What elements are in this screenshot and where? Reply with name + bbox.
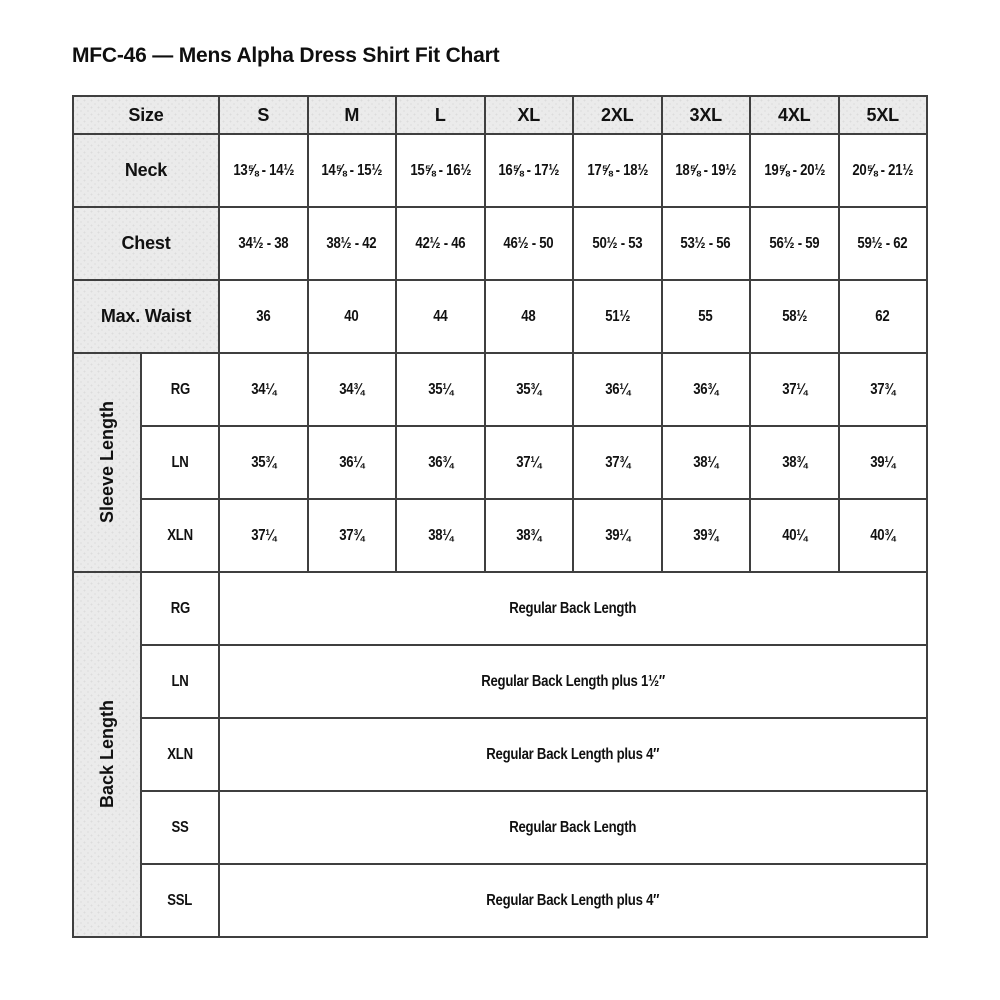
back-xln-row — [73, 718, 927, 791]
sleeve-rg-cell: 37¾ — [839, 353, 928, 426]
chest-value: 34½ - 38 — [238, 234, 289, 252]
neck-value-cell — [573, 134, 662, 207]
sleeve-rg-cell: 37¼ — [750, 353, 839, 426]
waist-value-cell — [308, 280, 397, 353]
waist-value: 58½ — [781, 307, 807, 325]
neck-value-cell — [308, 134, 397, 207]
back-ss-row — [73, 791, 927, 864]
chest-value: 59½ - 62 — [857, 234, 908, 252]
back-ssl-row — [73, 864, 927, 937]
back-ln-row — [73, 645, 927, 718]
sleeve-ln-cell: 38¾ — [750, 426, 839, 499]
sleeve-xln-cell: 40¼ — [750, 499, 839, 572]
waist-value-cell — [485, 280, 574, 353]
sleeve-rg-cell: 34¾ — [308, 353, 397, 426]
sleeve-xln-cell: 37¾ — [308, 499, 397, 572]
neck-value: 18⅝ - 19½ — [675, 161, 737, 179]
back-code-ss: SS — [141, 791, 219, 864]
waist-value: 48 — [521, 307, 536, 325]
waist-value: 55 — [698, 307, 713, 325]
back-ss-text-cell: Regular Back Length — [219, 791, 927, 864]
chest-value-cell — [662, 207, 751, 280]
waist-value: 44 — [433, 307, 448, 325]
sleeve-rg-cell: 35¼ — [396, 353, 485, 426]
waist-value-cell — [573, 280, 662, 353]
corner-header-size: Size — [73, 96, 219, 134]
fit-chart-table — [72, 95, 928, 938]
sleeve-rg-cell: 34¼ — [219, 353, 308, 426]
sleeve-ln-cell: 35¾ — [219, 426, 308, 499]
back-code-rg: RG — [141, 572, 219, 645]
back-ln-text-cell: Regular Back Length plus 1½″ — [219, 645, 927, 718]
sleeve-xln-cell: 39¾ — [662, 499, 751, 572]
chest-row — [73, 207, 927, 280]
sleeve-xln-cell: 38¼ — [396, 499, 485, 572]
back-code-xln: XLN — [141, 718, 219, 791]
neck-value: 15⅝ - 16½ — [409, 161, 471, 179]
sleeve-xln-cell: 37¼ — [219, 499, 308, 572]
column-header-m: M — [308, 96, 397, 134]
sleeve-rg-row — [73, 353, 927, 426]
neck-value: 13⅝ - 14½ — [232, 161, 294, 179]
neck-value: 20⅝ - 21½ — [852, 161, 914, 179]
chest-value-cell — [573, 207, 662, 280]
neck-value-cell — [839, 134, 928, 207]
chest-value-cell — [396, 207, 485, 280]
neck-value-cell — [750, 134, 839, 207]
sleeve-code-xln: XLN — [141, 499, 219, 572]
header-row — [73, 96, 927, 134]
chest-value-cell — [219, 207, 308, 280]
waist-value: 51½ — [604, 307, 630, 325]
sleeve-xln-row — [73, 499, 927, 572]
sleeve-rg-cell: 36¾ — [662, 353, 751, 426]
chest-value: 50½ - 53 — [592, 234, 643, 252]
column-header-4xl: 4XL — [750, 96, 839, 134]
column-header-2xl: 2XL — [573, 96, 662, 134]
neck-value: 19⅝ - 20½ — [763, 161, 825, 179]
chest-value: 38½ - 42 — [326, 234, 377, 252]
neck-value-cell — [396, 134, 485, 207]
chest-value-cell — [308, 207, 397, 280]
sleeve-ln-cell: 38¼ — [662, 426, 751, 499]
neck-value: 17⅝ - 18½ — [586, 161, 648, 179]
waist-value-cell — [219, 280, 308, 353]
chest-value-cell — [839, 207, 928, 280]
sleeve-rg-cell: 36¼ — [573, 353, 662, 426]
chest-value: 53½ - 56 — [680, 234, 731, 252]
sleeve-ln-cell: 36¾ — [396, 426, 485, 499]
back-xln-text-cell: Regular Back Length plus 4″ — [219, 718, 927, 791]
back-code-ln: LN — [141, 645, 219, 718]
row-label-chest: Chest — [73, 207, 219, 280]
waist-value: 40 — [344, 307, 359, 325]
sleeve-xln-cell: 40¾ — [839, 499, 928, 572]
sleeve-code-rg: RG — [141, 353, 219, 426]
sleeve-length-label: Sleeve Length — [96, 401, 117, 524]
sleeve-rg-cell: 35¾ — [485, 353, 574, 426]
section-label-sleeve-length — [73, 353, 141, 572]
sleeve-code-ln: LN — [141, 426, 219, 499]
neck-value-cell — [662, 134, 751, 207]
back-code-ssl: SSL — [141, 864, 219, 937]
chest-value: 56½ - 59 — [769, 234, 820, 252]
waist-value-cell — [839, 280, 928, 353]
page-title: MFC-46 — Mens Alpha Dress Shirt Fit Chart — [72, 44, 500, 67]
row-label-max-waist: Max. Waist — [73, 280, 219, 353]
waist-value-cell — [396, 280, 485, 353]
neck-value: 16⅝ - 17½ — [498, 161, 560, 179]
back-rg-row — [73, 572, 927, 645]
chest-value-cell — [750, 207, 839, 280]
row-label-neck: Neck — [73, 134, 219, 207]
sleeve-xln-cell: 39¼ — [573, 499, 662, 572]
chest-value-cell — [485, 207, 574, 280]
max-waist-row — [73, 280, 927, 353]
sleeve-ln-row — [73, 426, 927, 499]
column-header-l: L — [396, 96, 485, 134]
waist-value-cell — [750, 280, 839, 353]
waist-value-cell — [662, 280, 751, 353]
chest-value: 42½ - 46 — [415, 234, 466, 252]
back-rg-text-cell: Regular Back Length — [219, 572, 927, 645]
column-header-3xl: 3XL — [662, 96, 751, 134]
waist-value: 36 — [256, 307, 271, 325]
waist-value: 62 — [875, 307, 890, 325]
section-label-back-length — [73, 572, 141, 937]
column-header-5xl: 5XL — [839, 96, 928, 134]
sleeve-ln-cell: 37¾ — [573, 426, 662, 499]
sleeve-ln-cell: 37¼ — [485, 426, 574, 499]
neck-value-cell — [219, 134, 308, 207]
neck-value: 14⅝ - 15½ — [321, 161, 383, 179]
column-header-xl: XL — [485, 96, 574, 134]
sleeve-ln-cell: 39¼ — [839, 426, 928, 499]
back-ssl-text-cell: Regular Back Length plus 4″ — [219, 864, 927, 937]
chest-value: 46½ - 50 — [503, 234, 554, 252]
sleeve-ln-cell: 36¼ — [308, 426, 397, 499]
column-header-s: S — [219, 96, 308, 134]
back-length-label: Back Length — [96, 700, 117, 809]
neck-value-cell — [485, 134, 574, 207]
sleeve-xln-cell: 38¾ — [485, 499, 574, 572]
neck-row — [73, 134, 927, 207]
